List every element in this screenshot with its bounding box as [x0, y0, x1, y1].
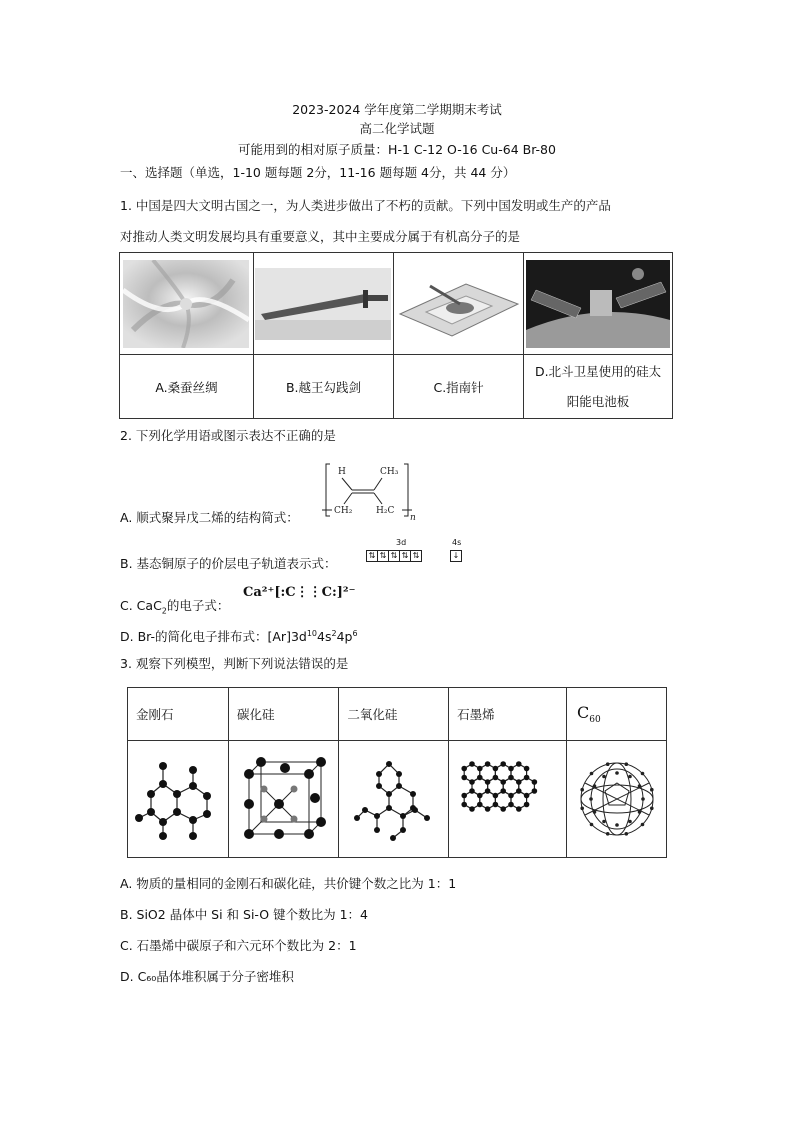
atomic-masses: 可能用到的相对原子质量：H-1 C-12 O-16 Cu-64 Br-80: [238, 142, 556, 157]
q2-c-sub: 2: [161, 606, 167, 616]
q3-header-sio2: 二氧化硅: [339, 688, 449, 741]
struct-h2c: H₂C: [376, 506, 395, 516]
q1-option-d[interactable]: [524, 355, 673, 419]
q1-options-table: [119, 252, 673, 419]
orbital-4s-box: ↓: [450, 550, 461, 562]
label-3d: 3d: [396, 538, 407, 547]
c60-model: [575, 757, 659, 841]
q1-option-d-line2: 阳能电池板: [566, 393, 630, 409]
struct-h: H: [338, 467, 346, 477]
q3-header-diamond: 金刚石: [128, 688, 229, 741]
q3-model-sio2: [339, 741, 449, 858]
q3-option-a[interactable]: A. 物质的量相同的金刚石和碳化硅，共价键个数之比为 1：1: [120, 876, 457, 891]
q3-stem: 3. 观察下列模型，判断下列说法错误的是: [120, 656, 349, 671]
q1-option-b[interactable]: B.越王勾践剑: [253, 355, 393, 419]
q2-stem: 2. 下列化学用语或图示表达不正确的是: [120, 428, 336, 443]
q2-option-d[interactable]: [120, 626, 358, 645]
q2-d-text: D. Br-的简化电子排布式：[Ar]3d: [120, 629, 307, 645]
section-heading: 一、选择题（单选，1-10 题每题 2分，11-16 题每题 4分，共 44 分）: [120, 165, 516, 180]
orbital-3d-boxes: ⇅ ⇅ ⇅ ⇅ ⇅: [366, 550, 421, 562]
q2-c-text2: 的电子式：: [166, 598, 230, 613]
q2-c-text: C. CaC: [120, 598, 162, 613]
satellite-image: [526, 260, 670, 348]
q3-models-table: [127, 687, 667, 858]
q3-header-graphene: 石墨烯: [449, 688, 567, 741]
q1-image-sword: [253, 253, 393, 355]
graphene-model: [458, 759, 558, 839]
q3-model-c60: [567, 741, 667, 858]
sword-image: [255, 268, 391, 340]
q3-option-b[interactable]: B. SiO2 晶体中 Si 和 Si-O 键个数比为 1：4: [120, 907, 368, 922]
q1-option-c[interactable]: C.指南针: [394, 355, 524, 419]
c60-main: C: [577, 702, 590, 722]
diamond-model: [133, 754, 223, 844]
q1-stem-line1: 1. 中国是四大文明古国之一，为人类进步做出了不朽的贡献。下列中国发明或生产的产品: [120, 198, 611, 213]
q3-option-d[interactable]: D. C₆₀晶体堆积属于分子密堆积: [120, 969, 294, 984]
sio2-model: [349, 754, 439, 844]
q3-model-diamond: [128, 741, 229, 858]
q1-option-d-line1: D.北斗卫星使用的硅太: [535, 363, 662, 379]
sic-model: [239, 754, 329, 844]
q1-stem-line2: 对推动人类文明发展均具有重要意义，其中主要成分属于有机高分子的是: [120, 229, 521, 244]
struct-ch2: CH₂: [334, 506, 353, 516]
q2-d-s3: 6: [352, 629, 358, 638]
q3-model-graphene: [449, 741, 567, 858]
q2-d-s1: 10: [306, 629, 318, 638]
c60-sub: 60: [589, 715, 601, 726]
struct-n: n: [410, 513, 416, 522]
q1-image-silk: [120, 253, 254, 355]
polyisoprene-structure: [322, 460, 422, 522]
compass-image: [396, 264, 522, 344]
q3-header-sic: 碳化硅: [229, 688, 339, 741]
q2-option-b[interactable]: B. 基态铜原子的价层电子轨道表示式：: [120, 556, 337, 571]
q2-d-m2: 4p: [336, 629, 353, 645]
q2-d-s2: 2: [331, 629, 337, 638]
q2-d-m: 4s: [317, 629, 332, 645]
q3-header-c60: [567, 688, 667, 741]
cac2-electron-formula: Ca²⁺[:C⋮⋮C:]²⁻: [243, 585, 356, 600]
silk-image: [123, 260, 249, 348]
q2-option-a[interactable]: A. 顺式聚异戊二烯的结构简式：: [120, 510, 299, 525]
q1-image-compass: [394, 253, 524, 355]
q2-option-c[interactable]: [120, 598, 229, 620]
q1-image-satellite: [524, 253, 673, 355]
q3-model-sic: [229, 741, 339, 858]
q3-option-c[interactable]: C. 石墨烯中碳原子和六元环个数比为 2：1: [120, 938, 357, 953]
label-4s: 4s: [452, 538, 462, 547]
exam-title: 2023-2024 学年度第二学期期末考试: [292, 102, 502, 117]
exam-subtitle: 高二化学试题: [359, 121, 435, 136]
struct-ch3: CH₃: [380, 467, 399, 477]
q1-option-a[interactable]: A.桑蚕丝绸: [120, 355, 254, 419]
